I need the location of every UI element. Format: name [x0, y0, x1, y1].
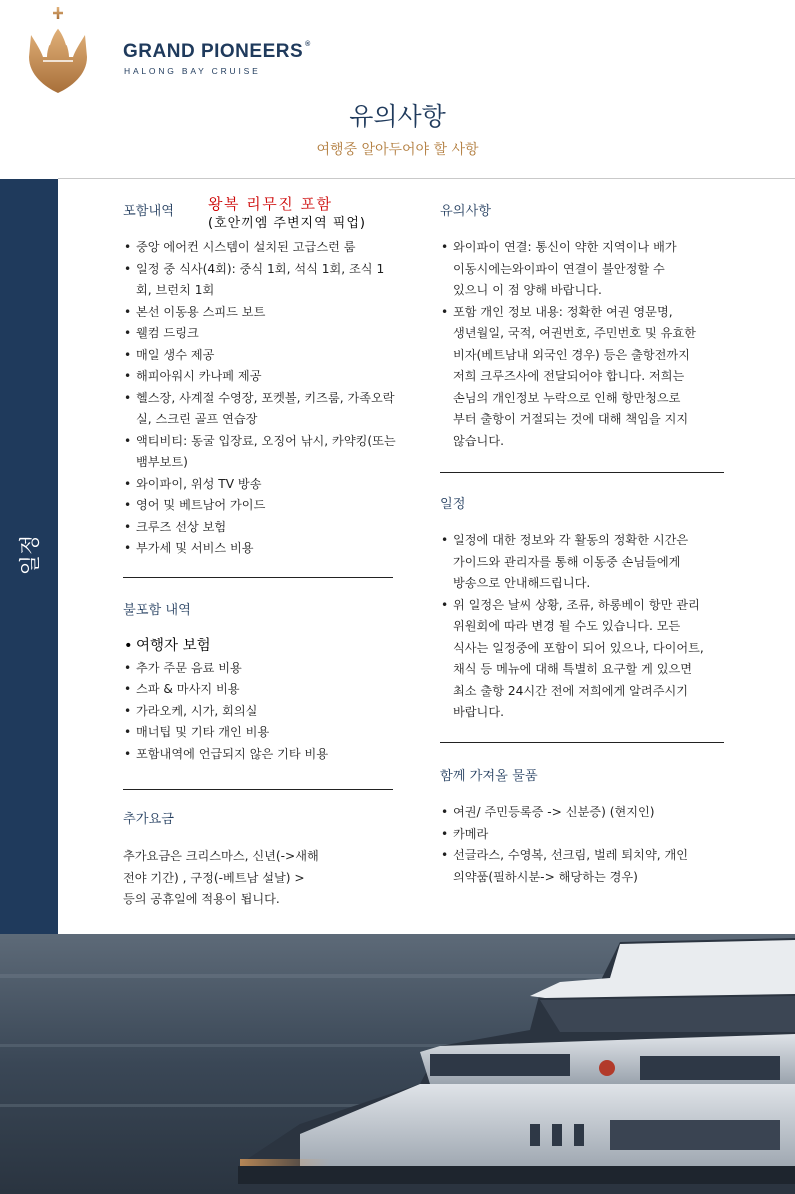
list-item-line: • 포함 개인 정보 내용: 정확한 여권 영문명,: [453, 304, 673, 319]
list-item-line: 저희 크루즈사에 전달되어야 합니다. 저희는: [453, 369, 685, 383]
section-divider: [440, 742, 724, 743]
bring-list: [440, 802, 728, 888]
excluded-list: [123, 636, 398, 765]
list-item: • 본선 이동용 스피드 보트: [123, 302, 398, 324]
surcharge-line: 전야 기간) , 구정(-베트남 설날) >: [123, 870, 305, 885]
list-item: • 포함내역에 언급되지 않은 기타 비용: [123, 744, 398, 766]
list-item-line: • 여권/ 주민등록증 -> 신분증) (현지인): [453, 805, 655, 819]
header-divider: [58, 178, 795, 179]
schedule-list: [440, 530, 728, 724]
page-title: 유의사항: [349, 102, 446, 131]
list-item-line: 생년월일, 국적, 여권번호, 주민번호 및 유효한: [453, 326, 696, 340]
list-item-line: 바랍니다.: [453, 705, 504, 719]
surcharge-text: [123, 846, 398, 911]
list-item-line: 이동시에는와이파이 연결이 불안정할 수: [453, 261, 665, 276]
list-item-line: 손님의 개인정보 누락으로 인해 항만청으로: [453, 390, 681, 405]
brand-logo: [25, 5, 310, 97]
sidebar-label: 일정: [18, 534, 42, 576]
list-item: • 일정 중 식사(4회): 중식 1회, 석식 1회, 조식 1회, 브런치 1회: [123, 259, 398, 302]
list-item: • 여행자 보험: [123, 636, 398, 658]
notice-list: [440, 237, 728, 452]
list-item-line: • 선글라스, 수영복, 선크림, 벌레 퇴치약, 개인: [453, 848, 689, 862]
pickup-note: (호안끼엠 주변지역 픽업): [208, 216, 366, 231]
notice-heading: 유의사항: [440, 204, 491, 219]
list-item: • 추가 주문 음료 비용: [123, 658, 398, 680]
list-item: • 중앙 에어컨 시스템이 설치된 고급스런 룸: [123, 237, 398, 259]
list-item: [440, 824, 728, 846]
list-item: [440, 530, 728, 595]
list-item: • 스파 & 마사지 비용: [123, 679, 398, 701]
list-item: • 웰컴 드링크: [123, 323, 398, 345]
list-item-line: 않습니다.: [453, 433, 504, 448]
list-item-line: 최소 출항 24시간 전에 저희에게 알려주시기: [453, 683, 689, 698]
list-item: • 가라오케, 시가, 회의실: [123, 701, 398, 723]
list-item: • 액티비티: 동굴 입장료, 오징어 낚시, 카약킹(또는 뱀부보트): [123, 431, 398, 474]
section-divider: [123, 789, 393, 790]
list-item: [440, 302, 728, 453]
list-item: [440, 802, 728, 824]
section-divider: [123, 577, 393, 578]
list-item-line: 가이드와 관리자를 통해 이동중 손님들에게: [453, 554, 681, 569]
included-heading: 포함내역: [123, 204, 174, 219]
list-item: [440, 237, 728, 302]
brand-tagline: HALONG BAY CRUISE: [124, 66, 261, 76]
bring-heading: 함께 가져올 물품: [440, 769, 538, 784]
list-item: • 크루즈 선상 보험: [123, 517, 398, 539]
page-subtitle: 여행중 알아두어야 할 사항: [316, 142, 479, 158]
list-item-line: • 와이파이 연결: 통신이 약한 지역이나 배가: [453, 240, 677, 254]
list-item-line: 위원회에 따라 변경 될 수도 있습니다. 모든: [453, 619, 681, 633]
excluded-heading: 불포함 내역: [123, 603, 191, 618]
list-item: [440, 595, 728, 724]
list-item: • 매일 생수 제공: [123, 345, 398, 367]
surcharge-heading: 추가요금: [123, 812, 174, 827]
brand-name: GRAND PIONEERS ®: [123, 41, 311, 62]
list-item: • 매너팁 및 기타 개인 비용: [123, 722, 398, 744]
cruise-ship-photo: [0, 934, 795, 1194]
list-item-line: • 일정에 대한 정보와 각 활동의 정확한 시간은: [453, 533, 689, 547]
anchor-logo-icon: [25, 5, 95, 97]
surcharge-line: 추가요금은 크리스마스, 신년(->새해: [123, 849, 319, 863]
limousine-note: 왕복 리무진 포함: [208, 195, 333, 213]
list-item: • 와이파이, 위성 TV 방송: [123, 474, 398, 496]
surcharge-line: 등의 공휴일에 적용이 됩니다.: [123, 892, 280, 906]
list-item-line: 부터 출항이 거절되는 것에 대해 책임을 지지: [453, 412, 689, 426]
list-item: • 해피아워시 카나페 제공: [123, 366, 398, 388]
cruise-ship-illustration: [0, 934, 795, 1194]
list-item-line: 채식 등 메뉴에 대해 특별히 요구할 게 있으면: [453, 662, 693, 676]
list-item: • 헬스장, 사계절 수영장, 포켓볼, 키즈룸, 가족오락실, 스크린 골프 연습장: [123, 388, 398, 431]
list-item: [440, 845, 728, 888]
section-divider: [440, 472, 724, 473]
list-item: • 부가세 및 서비스 비용: [123, 538, 398, 560]
list-item-line: 의약품(필하시분-> 해당하는 경우): [453, 869, 638, 884]
list-item-line: 있으니 이 점 양해 바랍니다.: [453, 283, 602, 297]
list-item-line: • 카메라: [453, 826, 489, 841]
list-item-line: 비자(베트남내 외국인 경우) 등은 출항전까지: [453, 347, 690, 362]
list-item-line: • 위 일정은 날씨 상황, 조류, 하롱베이 항만 관리: [453, 597, 700, 612]
list-item-line: 방송으로 안내해드립니다.: [453, 576, 591, 590]
list-item-line: 식사는 일정중에 포함이 되어 있으나, 다이어트,: [453, 640, 704, 655]
schedule-heading: 일정: [440, 497, 466, 512]
list-item: • 영어 및 베트남어 가이드: [123, 495, 398, 517]
included-list: [123, 237, 398, 560]
